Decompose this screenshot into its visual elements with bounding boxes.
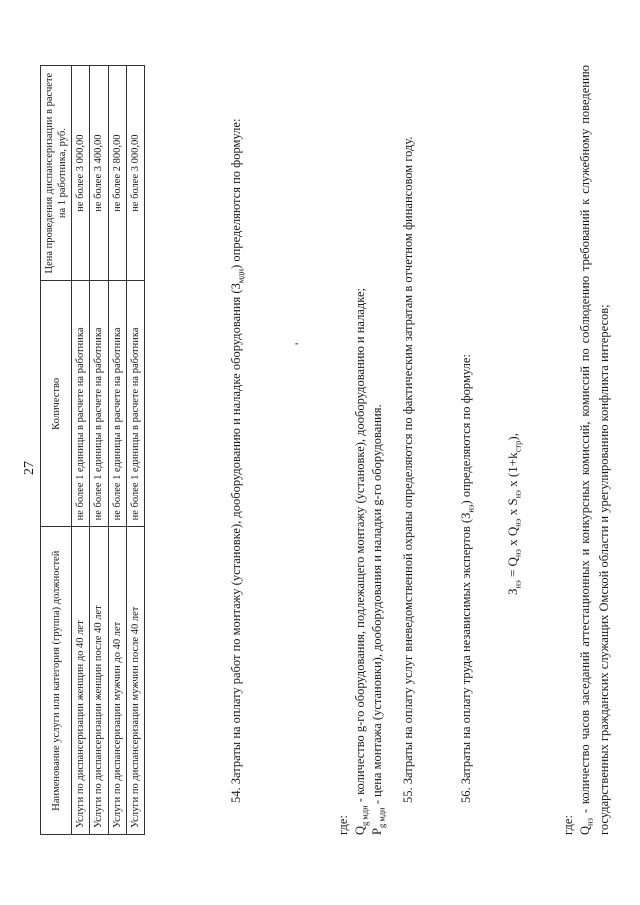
definition-q-mdn: $Q_{g мдн}$ - количество g-го оборудования, подлежащего монтажу (установке), дооборудованию и наладке; [353,288,370,835]
paragraph-56: 56. Затраты на оплату труда независимых экспертов $(З_{нэ})$ определяются по формуле: [459,354,476,803]
header-service: Наименование услуги или категория (группа) должностей [41,527,72,835]
cell-quantity: не более 1 единицы в расчете на работника [72,281,90,527]
cell-quantity: не более 1 единицы в расчете на работника [126,281,144,527]
formula-experts: $З_{нэ} = Q_{нз}$ x $Q_{нэ}$ x $S_{нэ}$ x $(1+k_{стр})$, [505,432,523,595]
header-quantity: Количество [41,281,72,527]
table-row [108,66,126,835]
cell-price: не более 3 000,00 [72,66,90,281]
table-row [90,66,108,835]
cell-price: не более 3 000,00 [126,66,144,281]
cell-service: Услуги по диспансеризации мужчин до 40 лет [108,527,126,835]
cell-quantity: не более 1 единицы в расчете на работника [108,281,126,527]
cell-price: не более 2 800,00 [108,66,126,281]
cell-service: Услуги по диспансеризации женщин до 40 лет [72,527,90,835]
stray-mark: ' [293,342,307,345]
page-number: 27 [22,461,37,475]
cell-service: Услуги по диспансеризации мужчин после 40 лет [126,527,144,835]
cell-price: не более 3 400,00 [90,66,108,281]
table-header-row [41,66,72,835]
table-row [72,66,90,835]
where-label-2: где: [561,815,575,835]
medical-exam-table [40,65,145,835]
definition-p-mdn: $P_{g мдн}$ - цена монтажа (установки), дооборудования и наладки g-го оборудования. [370,404,387,835]
definition-q-nz: $Q_{нз}$ - количество часов заседаний аттестационных и конкурсных комиссий, комиссий по соблюдению требований к служебному поведению государственных гражданских служащих Омской области и урегулированию конфликта интересов; [578,65,611,835]
header-price: Цена проведения диспансеризации в расчете на 1 работника, руб. [41,66,72,281]
cell-quantity: не более 1 единицы в расчете на работника [90,281,108,527]
where-label-1: где: [336,815,350,835]
table-row [126,66,144,835]
cell-service: Услуги по диспансеризации женщин после 40 лет [90,527,108,835]
paragraph-54: 54. Затраты на оплату работ по монтажу (установке), дооборудованию и наладке оборудования $(З_{мдн})$ определяются по формуле: [229,118,246,803]
paragraph-55: 55. Затраты на оплату услуг вневедомственной охраны определяются по фактическим затратам в отчетном финансовом году. [401,136,415,803]
